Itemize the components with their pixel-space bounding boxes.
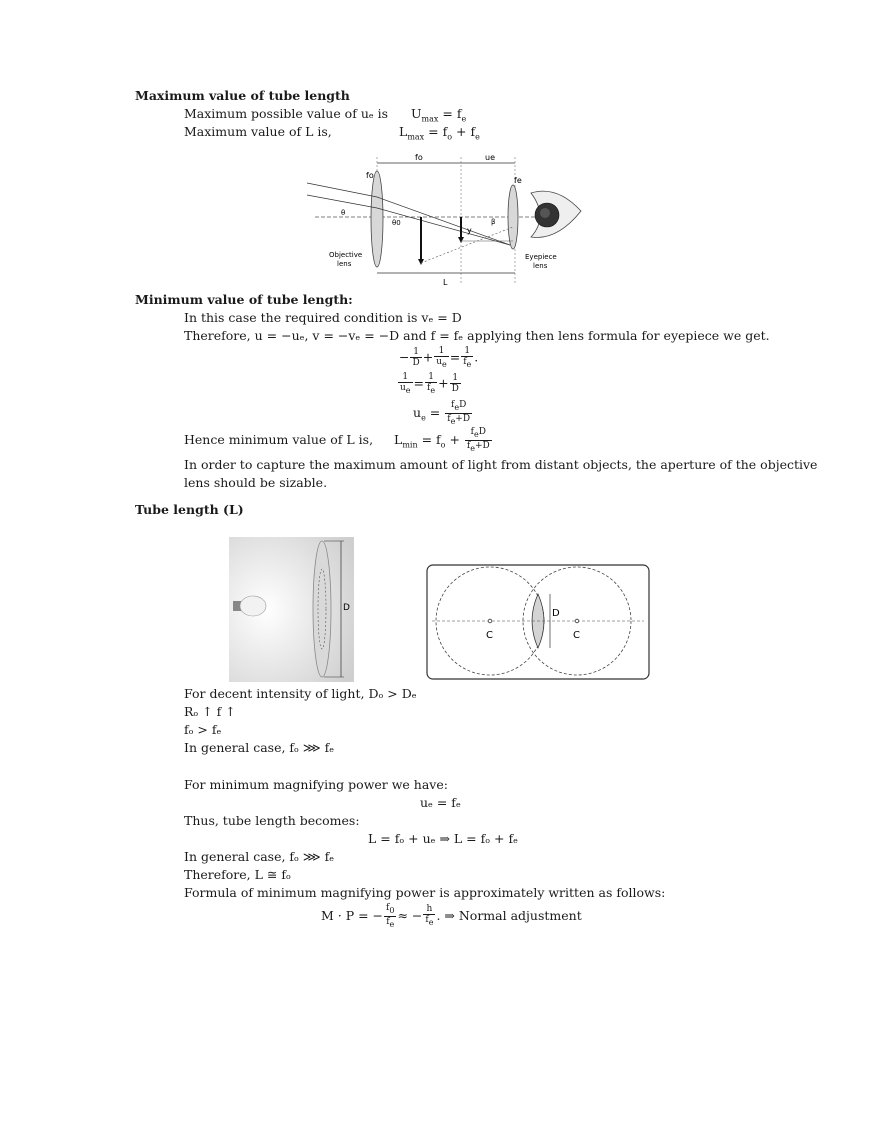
- label-D: D: [343, 603, 350, 613]
- max-line2-eq: $L_{max} = f_o + f_e$: [399, 124, 480, 142]
- bulb-icon: [240, 596, 266, 616]
- bottom-l8: L = fₒ + uₑ ⇒ L = fₒ + fₑ: [368, 831, 518, 846]
- label-D-fig3: D: [552, 608, 560, 619]
- max-line1-eq: $U_{max} = f_e$: [411, 106, 467, 124]
- bottom-l5: For minimum magnifying power we have:: [184, 777, 448, 792]
- min-line2: Therefore, u = −uₑ, v = −vₑ = −D and f = fₑ applying then lens formula for eyepiece we get.: [184, 328, 770, 343]
- magnifying-power-eq: M · P = − $\frac{f_0}{f_e}$ ≈ − $\frac{h}{f_e}$ . ⇒ Normal adjustment: [321, 903, 582, 929]
- label-fe-lens: fe: [514, 176, 522, 185]
- lens-formula-eq3: $u_e$ = $\frac{f_eD}{f_e+D}$: [413, 400, 471, 426]
- label-L: L: [443, 278, 448, 287]
- objective-lens-shape: [313, 541, 331, 677]
- label-objective: Objective: [329, 251, 363, 259]
- label-theta: θ: [341, 209, 346, 217]
- label-ue-top: ue: [485, 153, 495, 162]
- bulb-lens-figure: [229, 537, 354, 682]
- label-eyepiece: Eyepiece: [525, 253, 557, 261]
- label-eyepiece-lens: lens: [533, 262, 548, 270]
- bottom-l6: uₑ = fₑ: [420, 795, 461, 810]
- lens-curvature-figure: [426, 564, 650, 680]
- label-y: y: [467, 226, 472, 235]
- label-fo-top: fo: [415, 153, 423, 162]
- bottom-l4: In general case, fₒ ⋙ fₑ: [184, 740, 335, 755]
- microscope-ray-diagram: [295, 145, 585, 290]
- bottom-l3: fₒ > fₑ: [184, 722, 222, 737]
- label-C2: C: [573, 630, 580, 641]
- label-C1: C: [486, 630, 493, 641]
- heading-tube-length: Tube length (L): [135, 502, 244, 517]
- label-beta: β: [491, 218, 496, 226]
- bottom-l9: In general case, fₒ ⋙ fₑ: [184, 849, 335, 864]
- lmin-eq: $L_{min} = f_o$ + $\frac{f_eD}{f_e+D}$: [394, 427, 490, 453]
- aperture-para-2: lens should be sizable.: [184, 475, 328, 490]
- lens-formula-eq2: $\frac{1}{u_e}$ = $\frac{1}{f_e}$ + $\frac{1}{D}$: [400, 372, 459, 395]
- bottom-l11: Formula of minimum magnifying power is approximately written as follows:: [184, 885, 666, 900]
- objective-lens: [371, 171, 383, 267]
- bottom-l7: Thus, tube length becomes:: [184, 813, 360, 828]
- bottom-l10: Therefore, L ≅ fₒ: [184, 867, 291, 882]
- eyepiece-lens: [508, 185, 518, 249]
- heading-min-tube: Minimum value of tube length:: [135, 292, 353, 307]
- hence-line: Hence minimum value of L is,: [184, 432, 374, 447]
- label-theta0: θ0: [392, 219, 401, 227]
- aperture-para-1: In order to capture the maximum amount of light from distant objects, the aperture of the objective: [184, 457, 818, 472]
- normal-adjustment-text: . ⇒ Normal adjustment: [436, 907, 582, 923]
- bottom-l2: Rₒ ↑ f ↑: [184, 704, 236, 719]
- heading-max-tube: Maximum value of tube length: [135, 88, 350, 103]
- max-line2: Maximum value of L is,: [184, 124, 332, 139]
- bottom-l1: For decent intensity of light, Dₒ > Dₑ: [184, 686, 417, 701]
- lens-formula-eq1: − $\frac{1}{D}$ + $\frac{1}{u_e}$ = $\frac{1}{f_e}$ .: [399, 346, 479, 369]
- max-line1: Maximum possible value of uₑ is: [184, 106, 389, 121]
- label-objective-lens: lens: [337, 260, 352, 268]
- label-fo-lens: fo: [366, 171, 374, 180]
- min-line1: In this case the required condition is vₑ = D: [184, 310, 462, 325]
